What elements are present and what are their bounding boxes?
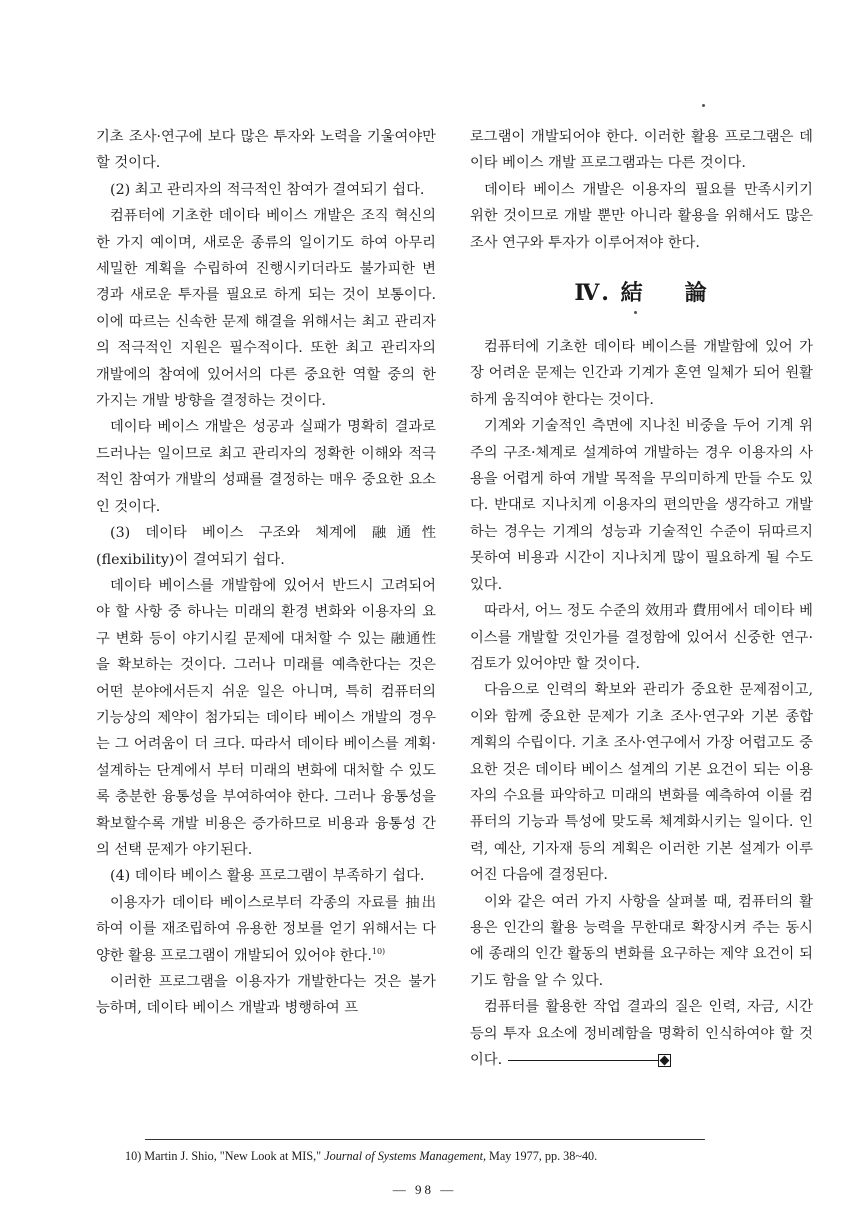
paragraph: 컴퓨터에 기초한 데이타 베이스 개발은 조직 혁신의 한 가지 예이며, 새로운 종류의 일이기도 하여 아무리 세밀한 계획을 수립하여 진행시키더라도 불가피한 변경과 새로운 투자를 필요로 하게 되는 것이 보통이다. 이에 따르는 신속한 문제 해결을 위해서는 최고 관리자의 적극적인 지원은 필수적이다. 또한 최고 관리자의 개발에의 참여에 있어서의 다른 중요한 역할 중의 한 가지는 개발 방향을 결정하는 것이다.	[96, 208, 436, 410]
paragraph: 이와 같은 여러 가지 사항을 살펴볼 때, 컴퓨터의 활용은 인간의 활용 능력을 무한대로 확장시켜 주는 동시에 종래의 인간 활동의 변화를 요구하는 제약 요건이 되기도 함을 알 수 있다.	[470, 893, 813, 989]
paragraph: 데이타 베이스 개발은 성공과 실패가 명확히 결과로 드러나는 일이므로 최고 관리자의 정확한 이해와 적극적인 참여가 개발의 성패를 결정하는 매우 중요한 요소인 것이다.	[96, 419, 436, 515]
subheading-4: (4) 데이타 베이스 활용 프로그램이 부족하기 쉽다.	[110, 868, 425, 885]
paragraph: 기초 조사·연구에 보다 많은 투자와 노력을 기울여야만 할 것이다.	[96, 129, 436, 172]
paragraph-text: 이용자가 데이타 베이스로부터 각종의 자료를 抽出하여 이를 재조립하여 유용한 정보를 얻기 위해서는 다양한 활용 프로그램이 개발되어 있어야 한다.	[96, 894, 436, 964]
section-title	[470, 278, 813, 308]
paragraph: 데이타 베이스 개발은 이용자의 필요를 만족시키기 위한 것이므로 개발 뿐만 아니라 활용을 위해서도 많은 조사 연구와 투자가 이루어져야 한다.	[470, 181, 813, 251]
paragraph: 기계와 기술적인 측면에 지나친 비중을 두어 기계 위주의 구조·체계로 설계하여 개발하는 경우 이용자의 사용을 어렵게 하여 개발 목적을 무의미하게 만들 수도 있다. 반대로 지나치게 이용자의 편의만을 생각하고 개발하는 경우는 기계의 성능과 기술적인 수준이 뒤따르지 못하여 비용과 시간이 지나치게 많이 필요하게 될 수도 있다.	[470, 418, 813, 593]
footnote-divider	[145, 1139, 705, 1140]
section-word: 論	[684, 280, 709, 307]
footnote-details: May 1977, pp. 38~40.	[489, 1149, 598, 1163]
paragraph: 데이타 베이스를 개발함에 있어서 반드시 고려되어야 할 사항 중 하나는 미래의 환경 변화와 이용자의 요구 변화 등이 야기시킬 문제에 대처할 수 있는 融通性을 확보하는 것이다. 그러나 미래를 예측한다는 것은 어떤 분야에서든지 쉬운 일은 아니며, 특히 컴퓨터의 기능상의 제약이 첨가되는 데이타 베이스 개발의 경우는 그 어려움이 더 크다. 따라서 데이타 베이스를 계획·설계하는 단계에서 부터 미래의 변화에 대처할 수 있도록 충분한 융통성을 부여하여야 한다. 그러나 융통성을 확보할수록 개발 비용은 증가하므로 비용과 융통성 간의 선택 문제가 야기된다.	[96, 577, 436, 858]
right-column	[470, 124, 813, 1073]
paragraph	[96, 890, 436, 969]
paragraph: 따라서, 어느 정도 수준의 效用과 費用에서 데이타 베이스를 개발할 것인가를 결정함에 있어서 신중한 연구·검토가 있어야만 할 것이다.	[470, 603, 813, 672]
footnote-journal: Journal of Systems Management,	[324, 1149, 486, 1163]
subheading-3: (3) 데이타 베이스 구조와 체계에 融通性(flexibility)이 결여되기 쉽다.	[96, 525, 436, 568]
paragraph: 컴퓨터에 기초한 데이타 베이스를 개발함에 있어 가장 어려운 문제는 인간과 기계가 혼연 일체가 되어 원활하게 움직여야 한다는 것이다.	[470, 339, 813, 408]
footnote-author: Martin J. Shio,	[144, 1149, 217, 1163]
section-numeral: Ⅳ. 結	[574, 280, 645, 307]
paragraph: 로그램이 개발되어야 한다. 이러한 활용 프로그램은 데이타 베이스 개발 프로그램과는 다른 것이다.	[470, 129, 813, 172]
end-rule	[508, 1060, 658, 1061]
subheading-2: (2) 최고 관리자의 적극적인 참여가 결여되기 쉽다.	[110, 181, 425, 198]
scan-speck	[702, 104, 705, 107]
footnote-article: "New Look at MIS,"	[219, 1149, 322, 1163]
end-mark-icon	[658, 1054, 671, 1067]
left-column	[96, 124, 436, 1022]
paragraph: 다음으로 인력의 확보와 관리가 중요한 문제점이고, 이와 함께 중요한 문제가 기초 조사·연구와 기본 종합 계획의 수립이다. 기초 조사·연구에서 가장 어렵고도 중요한 것은 데이타 베이스 설계의 기본 요건이 되는 이용자의 수요를 파악하고 미래의 변화를 예측하여 이를 컴퓨터의 기능과 특성에 맞도록 체계화시키는 일이다. 인력, 예산, 기자재 등의 계획은 이러한 기본 설계가 이루어진 다음에 결정된다.	[470, 682, 813, 884]
page-number: — 98 —	[392, 1182, 457, 1197]
footnote-reference: 10)	[371, 946, 386, 956]
paragraph-text: 컴퓨터를 활용한 작업 결과의 질은 인력, 자금, 시간 등의 투자 요소에 정비례함을 명확히 인식하여야 할 것이다.	[470, 999, 813, 1068]
paragraph	[470, 994, 813, 1073]
paragraph: 이러한 프로그램을 이용자가 개발한다는 것은 불가능하며, 데이타 베이스 개발과 병행하여 프	[96, 974, 436, 1017]
footnote	[125, 1148, 815, 1164]
footnote-number: 10)	[125, 1149, 142, 1163]
